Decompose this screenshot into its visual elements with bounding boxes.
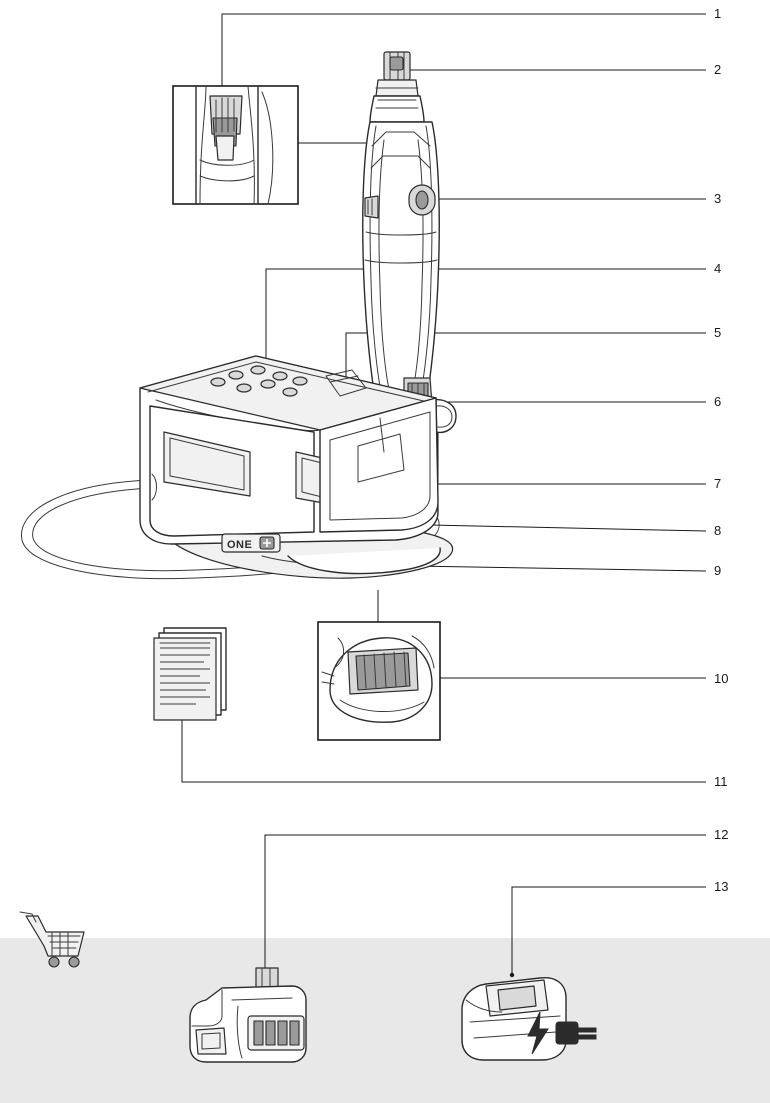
callout-number-9: 9 xyxy=(714,563,722,578)
callout-number-8: 8 xyxy=(714,523,722,538)
brand-badge-text: ONE xyxy=(227,539,253,551)
operators-manual xyxy=(154,628,226,720)
callout-number-1: 1 xyxy=(714,6,722,21)
callout-number-4: 4 xyxy=(714,261,722,276)
callout-number-13: 13 xyxy=(714,879,729,894)
battery-level-icon xyxy=(248,1016,304,1050)
callout-number-3: 3 xyxy=(714,191,722,206)
callout-number-2: 2 xyxy=(714,62,722,77)
bottom-background-band xyxy=(0,938,770,1103)
collet-detail-callout-box xyxy=(173,86,298,204)
tool-rest-detail-box xyxy=(318,622,440,740)
brand-badge xyxy=(222,534,280,552)
callout-number-12: 12 xyxy=(714,827,729,842)
storage-case xyxy=(21,356,452,579)
callout-number-10: 10 xyxy=(714,671,729,686)
callout-number-11: 11 xyxy=(714,774,728,789)
callout-number-5: 5 xyxy=(714,325,722,340)
callout-number-7: 7 xyxy=(714,476,722,491)
callout-number-6: 6 xyxy=(714,394,722,409)
